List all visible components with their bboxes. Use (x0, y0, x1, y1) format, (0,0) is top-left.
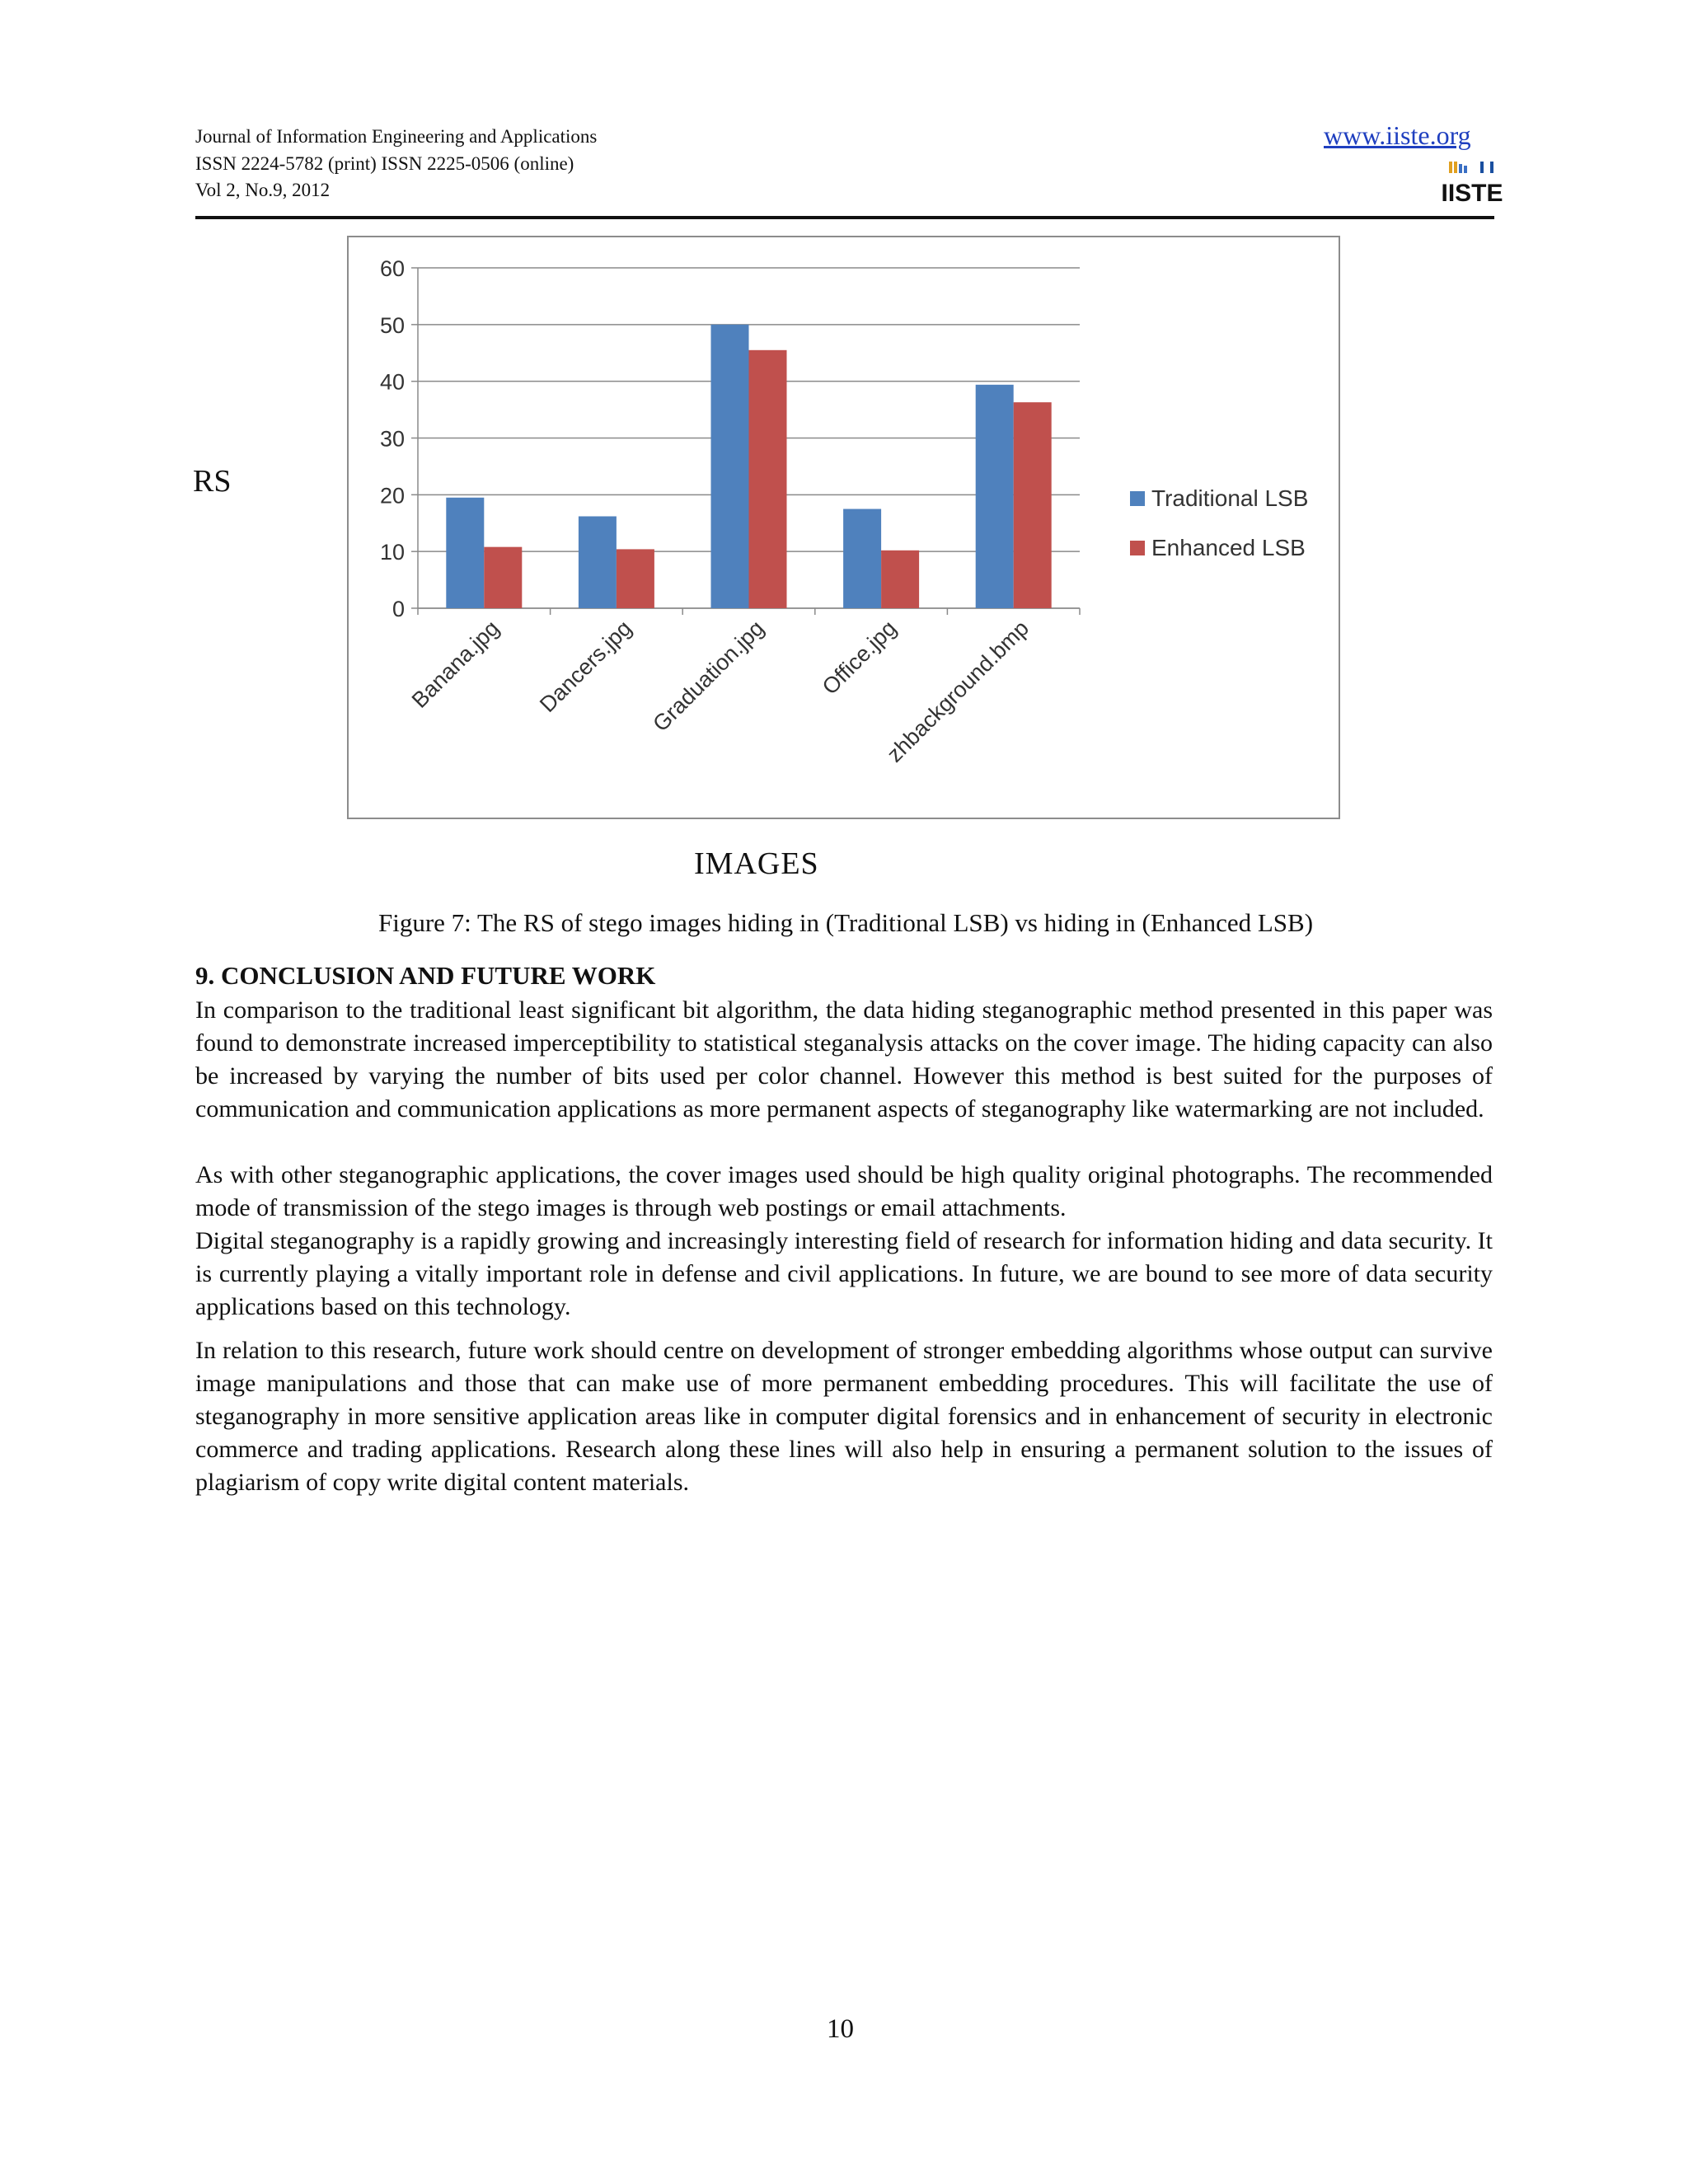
y-tick-label: 20 (379, 483, 405, 509)
bar-enhanced (617, 549, 654, 608)
volume-line: Vol 2, No.9, 2012 (195, 180, 331, 200)
iiste-logo (1441, 158, 1503, 207)
x-axis-label: IMAGES (694, 846, 819, 881)
bar-enhanced (1014, 402, 1052, 608)
journal-title: Journal of Information Engineering and Applications (195, 126, 598, 147)
bar-traditional (976, 385, 1014, 608)
legend-swatch (1130, 491, 1145, 506)
y-tick-label: 10 (379, 540, 405, 565)
x-category-label: Banana.jpg (406, 616, 504, 713)
bar-enhanced (881, 551, 919, 608)
figure-caption: Figure 7: The RS of stego images hiding in (Traditional LSB) vs hiding in (Enhanced LSB) (378, 908, 1314, 937)
paragraph-4: In relation to this research, future work should centre on development of stronger embedding algorithms whose output can survive image manipulations and those that can make use of more permanent embedding procedures. This will facilitate the use of steganography in more sensitive application areas like in computer digital forensics and in enhancement of security in electronic commerce and trading applications. Research along these lines will also help in ensuring a permanent solution to the issues of plagiarism of copy write digital content materials. (195, 1337, 1493, 1496)
x-category-label: Office.jpg (817, 616, 902, 700)
paragraph-3: Digital steganography is a rapidly growing and increasingly interesting field of research for information hiding and data security. It is currently playing a vitally important role in defense and civil applications. In future, we are bound to see more of data security applications based on this technology. (195, 1227, 1493, 1320)
bar-traditional (446, 498, 484, 608)
rs-bar-chart (347, 236, 1340, 819)
header-rule (195, 216, 1494, 219)
bar-traditional (843, 509, 881, 608)
journal-url-link[interactable]: www.iiste.org (1324, 120, 1471, 150)
paragraph-2: As with other steganographic applications, the cover images used should be high quality original photographs. The recommended mode of transmission of the stego images is through web postings or email attachments. (195, 1161, 1493, 1221)
iiste-logo-text: IISTE (1441, 180, 1503, 207)
x-category-label: Dancers.jpg (535, 616, 637, 718)
chart-canvas (349, 237, 1339, 818)
y-tick-label: 30 (379, 426, 405, 452)
bar-traditional (579, 516, 617, 608)
legend-label: Enhanced LSB (1151, 535, 1306, 560)
x-category-label: Graduation.jpg (648, 616, 769, 737)
issn-line: ISSN 2224-5782 (print) ISSN 2225-0506 (online) (195, 153, 574, 174)
y-tick-label: 60 (379, 256, 405, 281)
y-tick-label: 40 (379, 369, 405, 395)
bar-traditional (711, 325, 749, 608)
page-number: 10 (827, 2014, 854, 2044)
bar-enhanced (749, 350, 787, 608)
y-axis-label: RS (193, 464, 232, 499)
section-heading: 9. CONCLUSION AND FUTURE WORK (195, 961, 656, 990)
x-category-label: zhbackground.bmp (882, 616, 1034, 767)
legend-swatch (1130, 541, 1145, 555)
y-tick-label: 50 (379, 312, 405, 338)
paragraph-1: In comparison to the traditional least significant bit algorithm, the data hiding steganographic method presented in this paper was found to demonstrate increased imperceptibility to statistical steganalysis attacks on the cover image. The hiding capacity can also be increased by varying the number of bits used per color channel. However this method is best suited for the purposes of communication and communication applications as more permanent aspects of steganography like watermarking are not included. (195, 996, 1493, 1122)
bar-enhanced (484, 547, 522, 608)
y-tick-label: 0 (392, 597, 405, 621)
legend-label: Traditional LSB (1151, 485, 1309, 511)
